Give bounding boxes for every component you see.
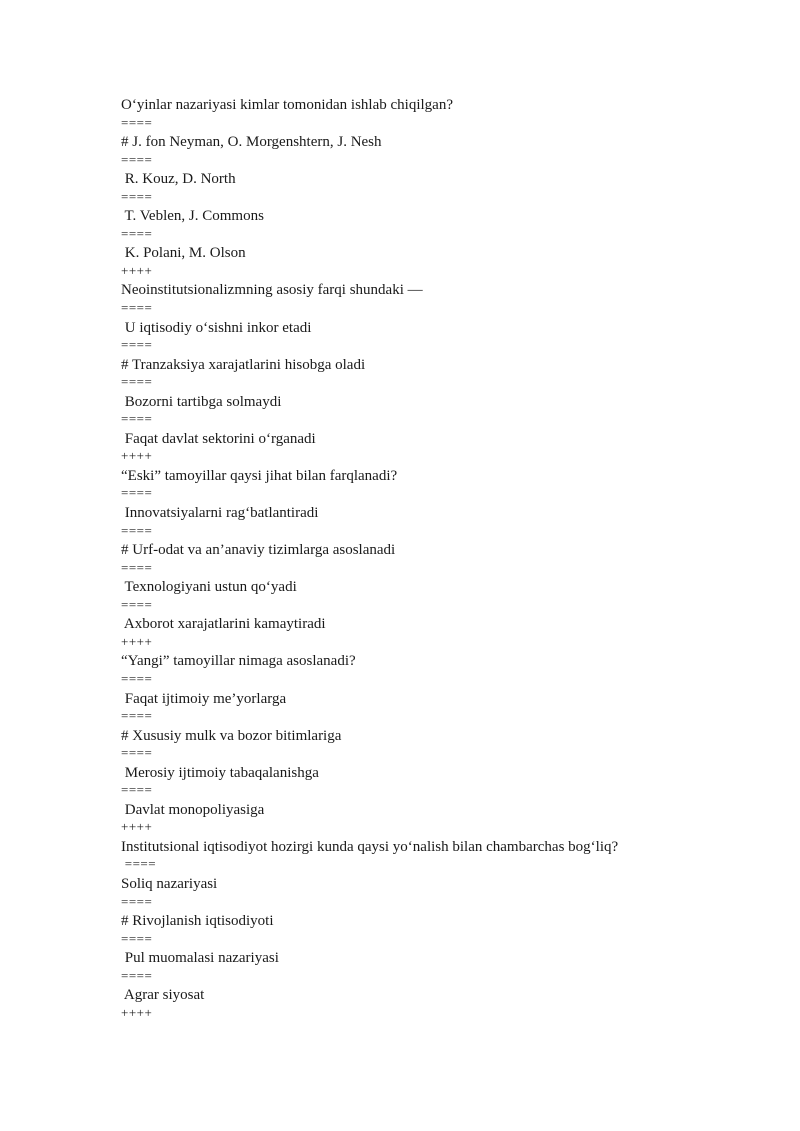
option-separator: ==== [121, 782, 153, 798]
option-separator: ==== [121, 930, 153, 946]
answer-option-line: Agrar siyosat [121, 987, 205, 1004]
answer-option-line: U iqtisodiy o‘sishni inkor etadi [121, 319, 312, 336]
answer-option-line: Merosiy ijtimoiy tabaqalanishga [121, 764, 319, 781]
question-line: “Yangi” tamoyillar nimaga asoslanadi? [121, 653, 356, 670]
option-separator: ==== [121, 374, 153, 390]
answer-option-line: Faqat ijtimoiy me’yorlarga [121, 690, 287, 707]
option-separator: ==== [121, 522, 153, 538]
question-separator: ++++ [121, 1004, 153, 1020]
question-separator: ++++ [121, 448, 153, 464]
option-separator: ==== [121, 670, 153, 686]
option-separator: ==== [121, 411, 153, 427]
option-separator: ==== [121, 485, 153, 501]
correct-answer-line: # Urf-odat va an’anaviy tizimlarga asoslanadi [121, 542, 396, 559]
document-body [121, 96, 761, 1023]
answer-option-line: K. Polani, M. Olson [121, 245, 246, 262]
question-separator: ++++ [121, 633, 153, 649]
correct-answer-line: # J. fon Neyman, O. Morgenshtern, J. Nesh [121, 134, 382, 151]
answer-option-line: R. Kouz, D. North [121, 171, 236, 188]
option-separator: ==== [121, 596, 153, 612]
question-line: O‘yinlar nazariyasi kimlar tomonidan ishlab chiqilgan? [121, 97, 453, 113]
answer-option-line: Pul muomalasi nazariyasi [121, 950, 279, 967]
option-separator: ==== [121, 856, 157, 872]
answer-option-line: Axborot xarajatlarini kamaytiradi [121, 616, 326, 633]
option-separator: ==== [121, 225, 153, 241]
option-separator: ==== [121, 114, 153, 130]
question-line: “Eski” tamoyillar qaysi jihat bilan farqlanadi? [121, 467, 398, 484]
answer-option-line: Davlat monopoliyasiga [121, 801, 265, 818]
option-separator: ==== [121, 708, 153, 724]
option-separator: ==== [121, 559, 153, 575]
option-separator: ==== [121, 967, 153, 983]
answer-option-line: Bozorni tartibga solmaydi [121, 393, 282, 410]
option-separator: ==== [121, 151, 153, 167]
question-separator: ++++ [121, 819, 153, 835]
option-separator: ==== [121, 337, 153, 353]
answer-option-line: T. Veblen, J. Commons [121, 208, 264, 225]
question-line: Neoinstitutsionalizmning asosiy farqi shundaki — [121, 282, 423, 299]
answer-option-line: Texnologiyani ustun qo‘yadi [121, 579, 297, 596]
question-separator: ++++ [121, 262, 153, 278]
correct-answer-line: # Rivojlanish iqtisodiyoti [121, 913, 274, 930]
correct-answer-line: # Xususiy mulk va bozor bitimlariga [121, 727, 342, 744]
option-separator: ==== [121, 188, 153, 204]
answer-option-line: Faqat davlat sektorini o‘rganadi [121, 430, 316, 447]
correct-answer-line: # Tranzaksiya xarajatlarini hisobga oladi [121, 356, 366, 373]
question-line: Institutsional iqtisodiyot hozirgi kunda qaysi yo‘nalish bilan chambarchas bog‘liq? [121, 838, 619, 855]
option-separator: ==== [121, 745, 153, 761]
answer-option-line: Innovatsiyalarni rag‘batlantiradi [121, 505, 319, 522]
question-line: Soliq nazariyasi [121, 875, 218, 892]
option-separator: ==== [121, 300, 153, 316]
option-separator: ==== [121, 893, 153, 909]
